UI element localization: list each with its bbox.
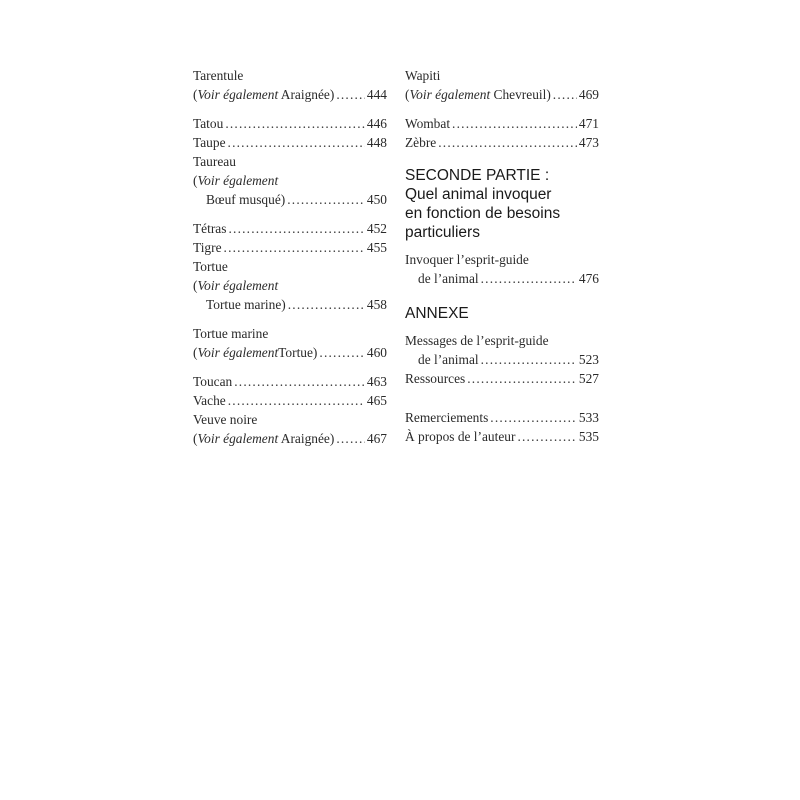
toc-entry-see-also: (Voir égalementTortue) ..... 460 [193,345,387,364]
dot-leader [481,271,577,287]
page-number: 467 [366,431,387,446]
entry-title: Tétras [193,221,227,236]
toc-entry-see-also: (Voir également Chevreuil) ..... 469 [405,87,599,106]
dot-leader [225,116,365,132]
entry-title: Taupe [193,135,226,150]
page-number: 448 [366,135,387,150]
page-number: 473 [578,135,599,150]
entry-title: Remerciements [405,410,489,425]
entry-title: Taureau [193,154,236,169]
entry-title: Vache [193,393,226,408]
dot-leader [452,116,577,132]
dot-leader [553,87,577,103]
dot-leader [467,371,577,387]
entry-title: Tigre [193,240,222,255]
dot-leader [481,352,577,368]
toc-entry-title [405,333,599,352]
toc-entry [405,410,599,429]
section-heading-seconde-partie [405,166,599,242]
entry-title: Toucan [193,374,233,389]
toc-entry [193,116,387,135]
dot-leader [228,135,365,151]
page-number: 455 [366,240,387,255]
dot-leader [224,240,365,256]
page-number: 446 [366,116,387,131]
toc-entry-see-also: (Voir également [193,173,279,188]
toc-entry-cont [405,271,599,290]
toc-entry-cont [405,352,599,371]
toc-entry [405,116,599,135]
see-also-prefix: Voir également [197,431,279,446]
page-number: 469 [578,87,599,102]
toc-entry [405,429,599,448]
see-also-target: Bœuf musqué) [206,192,286,207]
see-also-target: Araignée) [280,431,335,446]
toc-entry-see-also: (Voir également [193,278,279,293]
dot-leader [319,345,365,361]
toc-entry-title [193,68,387,87]
entry-title: Wapiti [405,68,441,83]
toc-entry-see-also-cont [193,192,387,211]
page-number: 452 [366,221,387,236]
see-also-prefix: Voir également [197,87,279,102]
toc-entry-title [193,154,387,173]
toc-entry [193,240,387,259]
dot-leader [228,393,365,409]
page-number: 465 [366,393,387,408]
page-number: 444 [366,87,387,102]
toc-entry [405,135,599,154]
see-also-target: Araignée) [280,87,335,102]
page-number: 460 [366,345,387,360]
page-number: 471 [578,116,599,131]
toc-entry [405,371,599,390]
dot-leader [336,87,365,103]
section-heading-annexe: ANNEXE [405,305,469,322]
toc-entry-title [405,68,599,87]
toc-entry-see-also: (Voir également Araignée) ..... 444 [193,87,387,106]
toc-entry [193,221,387,240]
toc-entry-see-also: (Voir également Araignée) ..... 467 [193,431,387,450]
page-number: 523 [578,352,599,367]
page-number: 533 [578,410,599,425]
toc-entry-see-also-cont [193,297,387,316]
see-also-prefix: Voir également [409,87,491,102]
see-also-prefix: Voir également [197,345,279,360]
toc-entry [193,374,387,393]
dot-leader [438,135,577,151]
entry-title: Ressources [405,371,466,386]
dot-leader [490,410,577,426]
heading-line: particuliers [405,224,480,241]
see-also-target: Tortue marine) [206,297,286,312]
dot-leader [517,429,576,445]
see-also-target: Tortue) [278,345,318,360]
heading-line: en fonction de besoins [405,205,561,222]
page-number: 450 [366,192,387,207]
entry-title: Tarentule [193,68,244,83]
entry-title: Tortue marine [193,326,269,341]
entry-title: À propos de l’auteur [405,429,516,444]
page-number: 463 [366,374,387,389]
toc-entry [193,393,387,412]
see-also-prefix: Voir également [197,173,279,188]
page-number: 458 [366,297,387,312]
heading-line: Quel animal invoquer [405,186,552,203]
heading-line: SECONDE PARTIE : [405,167,550,184]
dot-leader [234,374,365,390]
entry-title: Veuve noire [193,412,258,427]
entry-title-cont: de l’animal [418,271,479,286]
see-also-target: Chevreuil) [493,87,551,102]
dot-leader [336,431,365,447]
entry-title-cont: de l’animal [418,352,479,367]
toc-entry-title [193,259,387,278]
toc-entry-title [193,326,387,345]
dot-leader [287,192,365,208]
entry-title: Zèbre [405,135,437,150]
entry-title: Invoquer l’esprit-guide [405,252,529,267]
dot-leader [288,297,365,313]
see-also-prefix: Voir également [197,278,279,293]
toc-entry-title [405,252,599,271]
entry-title: Wombat [405,116,451,131]
entry-title: Tortue [193,259,228,274]
page-number: 476 [578,271,599,286]
toc-entry [193,135,387,154]
toc-left-column [193,68,387,450]
toc-right-column [405,68,599,448]
entry-title: Messages de l’esprit-guide [405,333,549,348]
toc-entry-title [193,412,387,431]
dot-leader [228,221,364,237]
page-number: 527 [578,371,599,386]
page-number: 535 [578,429,599,444]
entry-title: Tatou [193,116,224,131]
